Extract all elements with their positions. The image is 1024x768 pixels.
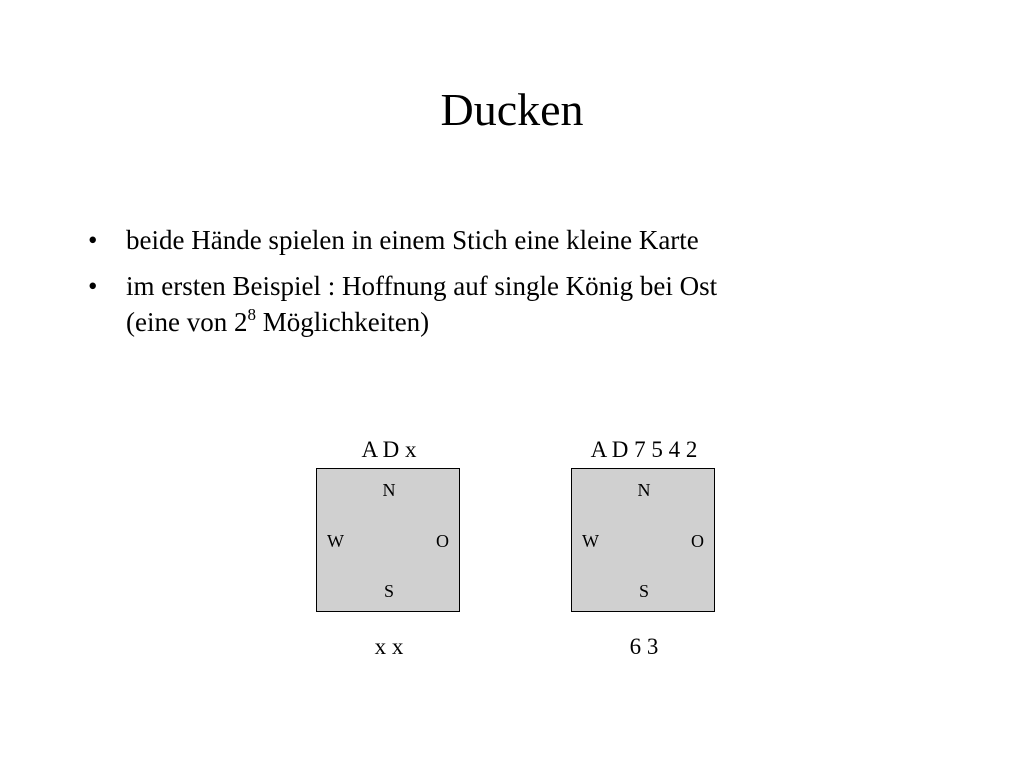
direction-north-label: N bbox=[382, 480, 396, 500]
bullet-text-line-2-after: Möglichkeiten) bbox=[255, 307, 430, 337]
direction-south-label: S bbox=[638, 581, 649, 601]
north-hand: A D 7 5 4 2 bbox=[590, 437, 698, 462]
north-hand: A D x bbox=[361, 437, 417, 462]
bullet-list bbox=[84, 222, 964, 350]
compass-table bbox=[316, 468, 460, 612]
bullet-text-line-2-before: (eine von 2 bbox=[126, 307, 248, 337]
bridge-deal-diagram-1 bbox=[304, 434, 474, 670]
bullet-marker: • bbox=[88, 225, 98, 255]
south-hand: x x bbox=[374, 634, 404, 659]
direction-south-label: S bbox=[383, 581, 394, 601]
direction-west-label: W bbox=[582, 531, 599, 551]
compass-table bbox=[571, 468, 715, 612]
bullet-item-1 bbox=[84, 222, 964, 258]
direction-east-label: O bbox=[436, 531, 449, 551]
direction-west-label: W bbox=[327, 531, 344, 551]
bullet-text-line-1: im ersten Beispiel : Hoffnung auf single König bei Ost bbox=[126, 271, 718, 301]
south-hand: 6 3 bbox=[629, 634, 659, 659]
bullet-marker: • bbox=[88, 271, 98, 301]
exponent: 8 bbox=[247, 305, 256, 324]
direction-north-label: N bbox=[637, 480, 651, 500]
bullet-item-2 bbox=[84, 268, 964, 340]
bridge-deal-diagram-2 bbox=[559, 434, 729, 670]
slide-title: Ducken bbox=[440, 84, 584, 135]
direction-east-label: O bbox=[691, 531, 704, 551]
bullet-text: beide Hände spielen in einem Stich eine kleine Karte bbox=[126, 225, 699, 255]
bullet-text-line-2 bbox=[126, 304, 964, 340]
